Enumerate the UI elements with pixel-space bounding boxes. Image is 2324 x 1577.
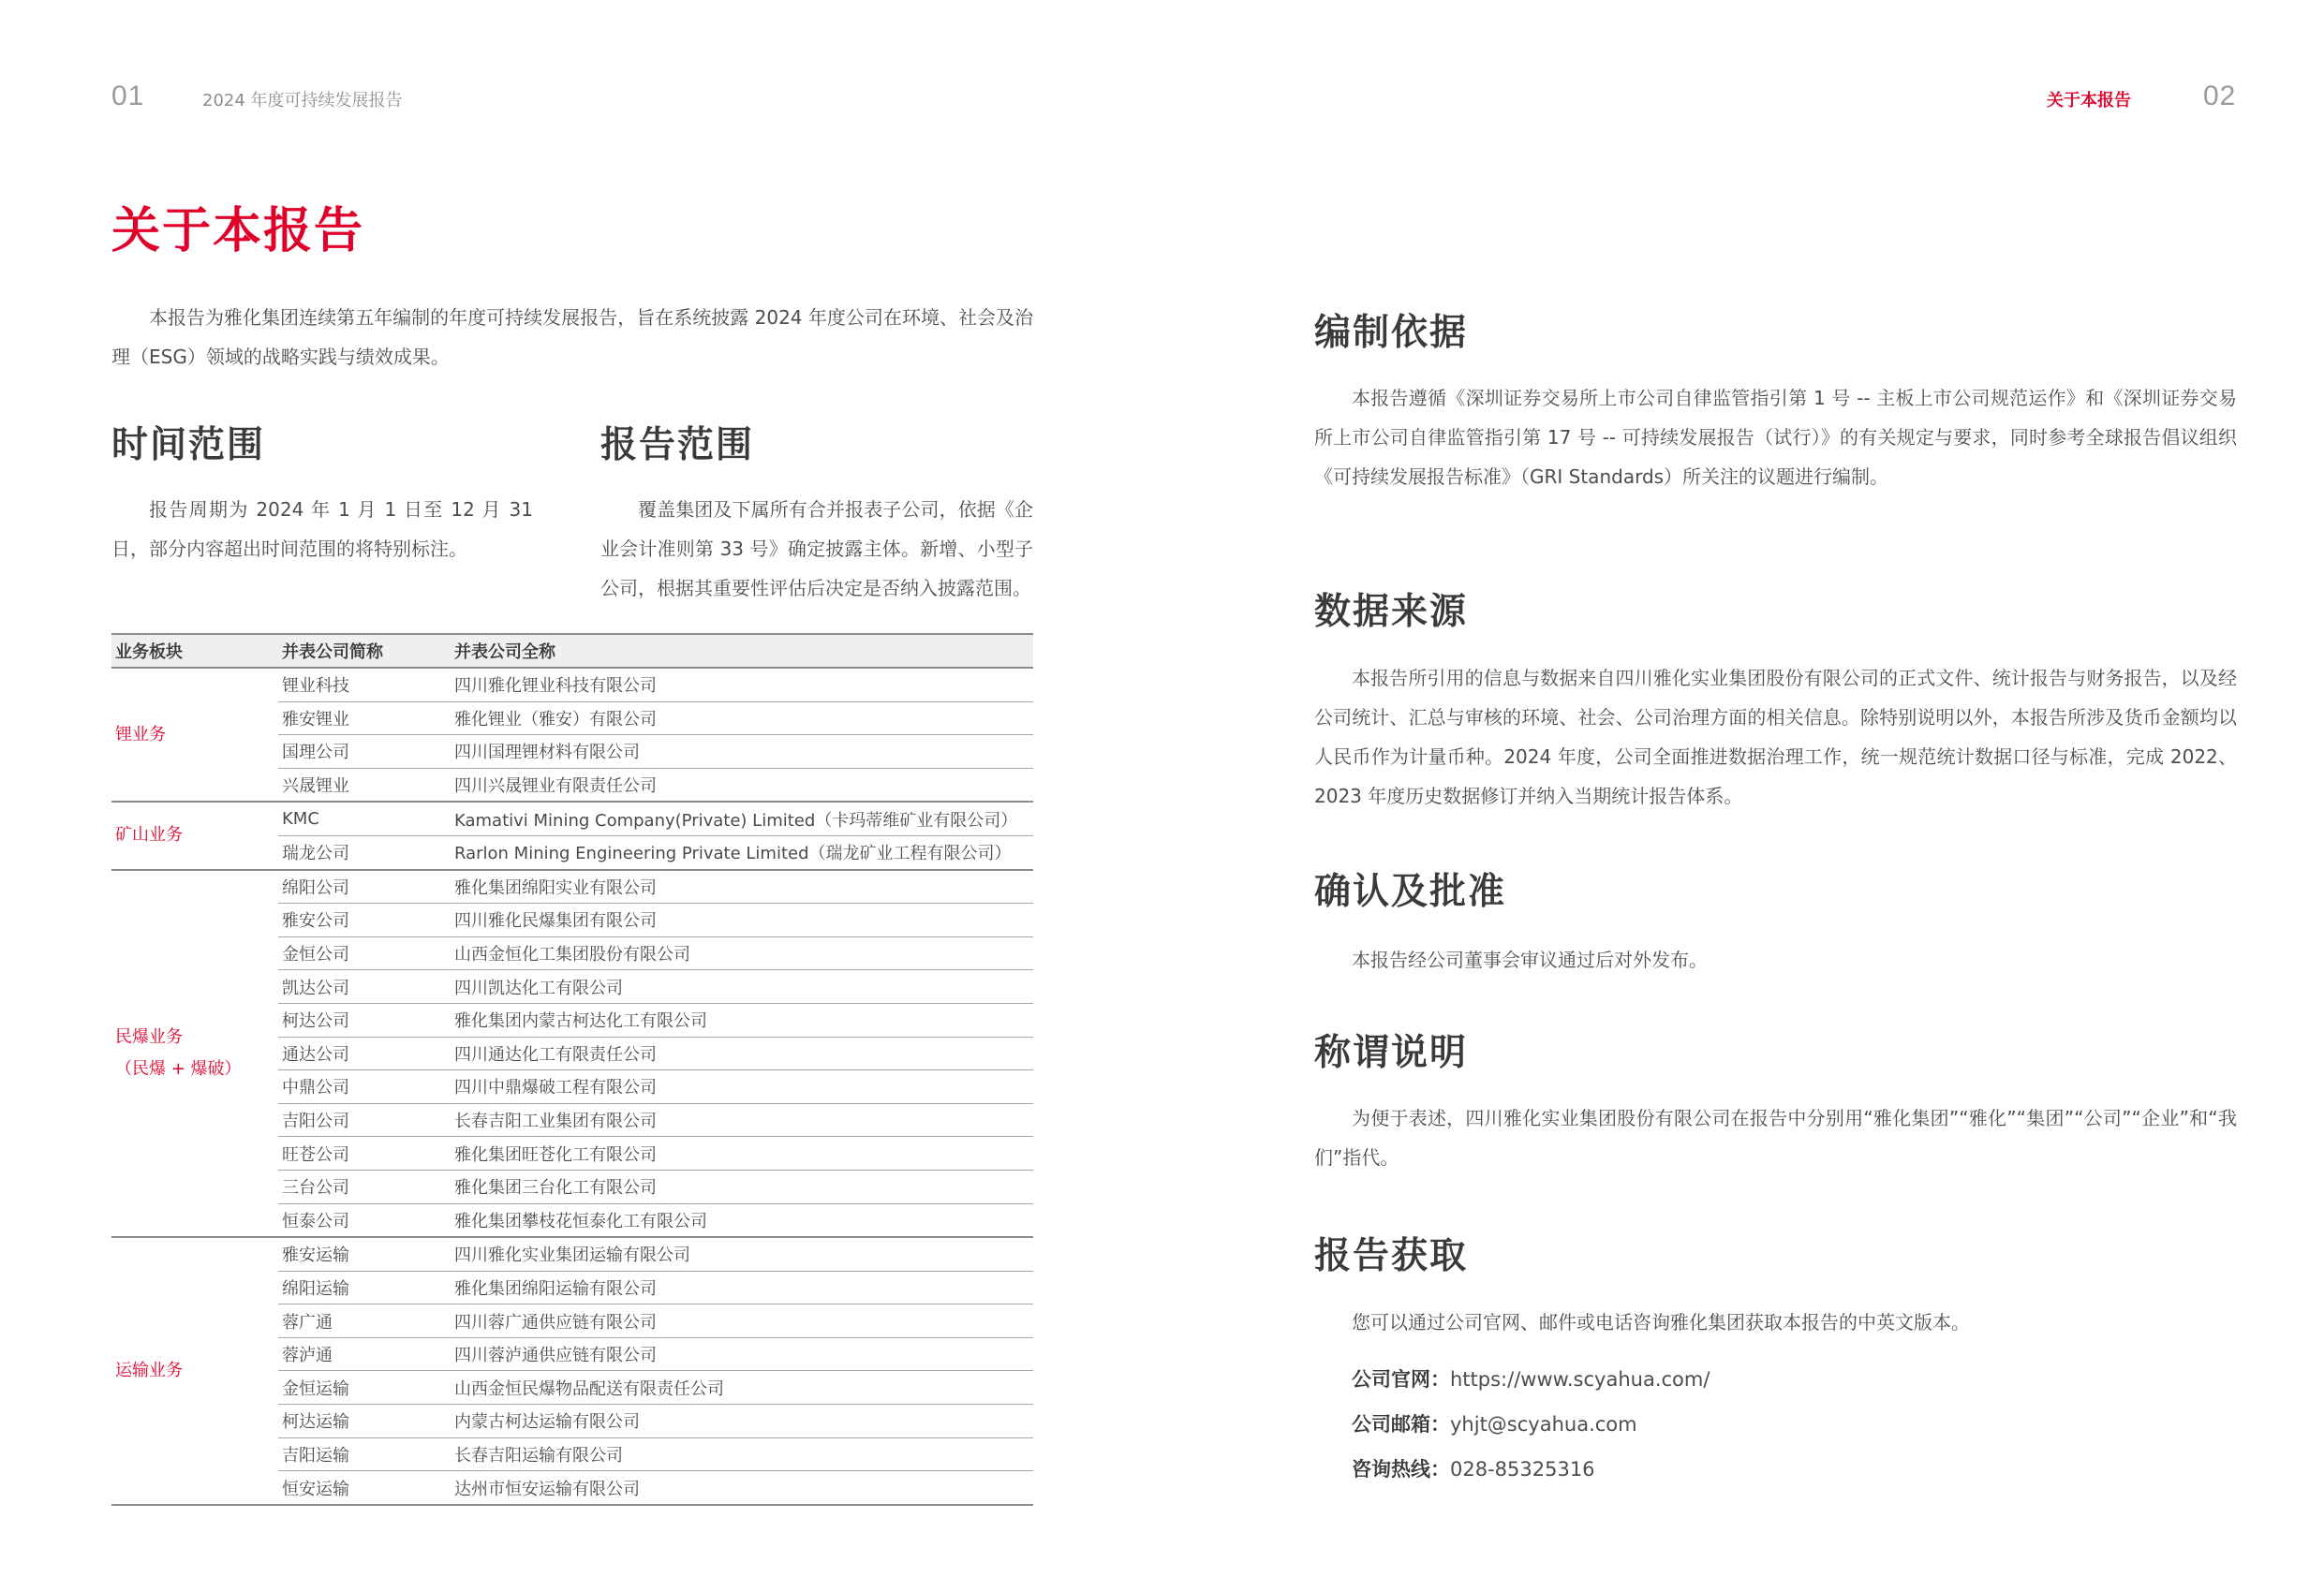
intro-paragraph: 本报告为雅化集团连续第五年编制的年度可持续发展报告，旨在系统披露 2024 年度公司在环境、社会及治理（ESG）领域的战略实践与绩效成果。 [111, 306, 1033, 368]
segment-label: （民爆 + 爆破） [115, 1058, 242, 1079]
data-source-paragraph: 本报告所引用的信息与数据来自四川雅化实业集团股份有限公司的正式文件、统计报告与财务报告，以及经公司统计、汇总与审核的环境、社会、公司治理方面的相关信息。除特别说明以外，本报告所涉及货币金额均以人民币作为计量币种。2024 年度，公司全面推进数据治理工作，统一规范统计数据口径与标准，完成 2022、2023 年度历史数据修订并纳入当期统计报告体系。 [1314, 667, 2237, 807]
segment-cell [111, 870, 278, 1238]
full-name-cell: 达州市恒安运输有限公司 [451, 1471, 1033, 1505]
report-header-title: 2024 年度可持续发展报告 [202, 91, 403, 111]
short-name-cell: 恒安运输 [278, 1471, 451, 1505]
basis-paragraph: 本报告遵循《深圳证券交易所上市公司自律监管指引第 1 号 -- 主板上市公司规范运作》和《深圳证券交易所上市公司自律监管指引第 17 号 -- 可持续发展报告（试行）》的有关规定与要求，同时参考全球报告倡议组织《可持续发展报告标准》（GRI Standards）所关注的议题进行编制。 [1314, 387, 2237, 488]
time-scope-section [111, 490, 533, 568]
header-segment: 业务板块 [111, 634, 278, 668]
full-name-cell: 雅化锂业（雅安）有限公司 [451, 701, 1033, 735]
access-paragraph: 您可以通过公司官网、邮件或电话咨询雅化集团获取本报告的中英文版本。 [1352, 1311, 1970, 1334]
full-name-cell: 雅化集团绵阳运输有限公司 [451, 1271, 1033, 1304]
short-name-cell: 蓉泸通 [278, 1337, 451, 1371]
time-scope-paragraph: 报告周期为 2024 年 1 月 1 日至 12 月 31 日，部分内容超出时间范围的将特别标注。 [111, 498, 533, 560]
data-source-section [1314, 658, 2237, 816]
full-name-cell: 四川中鼎爆破工程有限公司 [451, 1070, 1033, 1104]
full-name-cell: 四川凯达化工有限公司 [451, 970, 1033, 1004]
short-name-cell: 雅安运输 [278, 1237, 451, 1271]
terms-heading: 称谓说明 [1314, 1032, 1469, 1074]
short-name-cell: 三台公司 [278, 1170, 451, 1203]
short-name-cell: 雅安锂业 [278, 701, 451, 735]
table-row [111, 870, 1033, 904]
data-source-heading: 数据来源 [1314, 591, 1469, 633]
email-line [1352, 1409, 1637, 1437]
full-name-cell: 山西金恒化工集团股份有限公司 [451, 936, 1033, 970]
time-scope-heading: 时间范围 [111, 424, 266, 466]
email-label: 公司邮箱： [1352, 1413, 1450, 1436]
approval-paragraph: 本报告经公司董事会审议通过后对外发布。 [1352, 949, 1708, 971]
full-name-cell: 四川通达化工有限责任公司 [451, 1037, 1033, 1070]
email-link[interactable]: yhjt@scyahua.com [1450, 1413, 1637, 1436]
short-name-cell: 绵阳公司 [278, 870, 451, 904]
full-name-cell: 雅化集团绵阳实业有限公司 [451, 870, 1033, 904]
basis-section [1314, 378, 2237, 496]
table-row [111, 802, 1033, 835]
short-name-cell: 吉阳公司 [278, 1103, 451, 1137]
report-scope-heading: 报告范围 [600, 424, 755, 466]
segment-cell [111, 802, 278, 869]
segment-label: 民爆业务 [115, 1026, 183, 1047]
segment-cell [111, 668, 278, 802]
short-name-cell: 恒泰公司 [278, 1203, 451, 1237]
report-scope-section [600, 490, 1033, 608]
website-link[interactable]: https://www.scyahua.com/ [1450, 1368, 1710, 1391]
terms-paragraph: 为便于表述，四川雅化实业集团股份有限公司在报告中分别用“雅化集团”“雅化”“集团”“公司”“企业”和“我们”指代。 [1314, 1107, 2237, 1169]
approval-heading: 确认及批准 [1314, 871, 1507, 913]
segment-label: 运输业务 [115, 1360, 183, 1380]
full-name-cell: 山西金恒民爆物品配送有限责任公司 [451, 1371, 1033, 1405]
phone-line [1352, 1454, 1595, 1482]
short-name-cell: 兴晟锂业 [278, 768, 451, 802]
full-name-cell: Rarlon Mining Engineering Private Limited（瑞龙矿业工程有限公司） [451, 835, 1033, 869]
approval-section [1314, 940, 2237, 980]
table-row [111, 668, 1033, 701]
full-name-cell: 四川雅化实业集团运输有限公司 [451, 1237, 1033, 1271]
full-name-cell: 雅化集团旺苍化工有限公司 [451, 1137, 1033, 1171]
full-name-cell: 雅化集团攀枝花恒泰化工有限公司 [451, 1203, 1033, 1237]
left-page-number: 01 [111, 81, 145, 111]
full-name-cell: 长春吉阳运输有限公司 [451, 1437, 1033, 1471]
full-name-cell: 四川蓉泸通供应链有限公司 [451, 1337, 1033, 1371]
header-short-name: 并表公司简称 [278, 634, 451, 668]
short-name-cell: 锂业科技 [278, 668, 451, 701]
short-name-cell: 吉阳运输 [278, 1437, 451, 1471]
short-name-cell: 金恒运输 [278, 1371, 451, 1405]
short-name-cell: 瑞龙公司 [278, 835, 451, 869]
full-name-cell: 内蒙古柯达运输有限公司 [451, 1405, 1033, 1438]
short-name-cell: 通达公司 [278, 1037, 451, 1070]
access-heading: 报告获取 [1314, 1235, 1469, 1277]
short-name-cell: 蓉广通 [278, 1304, 451, 1338]
short-name-cell: 柯达运输 [278, 1405, 451, 1438]
full-name-cell: 四川蓉广通供应链有限公司 [451, 1304, 1033, 1338]
segment-cell [111, 1237, 278, 1505]
full-name-cell: 四川国理锂材料有限公司 [451, 735, 1033, 769]
consolidated-entities-table [111, 633, 1033, 1506]
section-header: 关于本报告 [2047, 91, 2131, 111]
full-name-cell: 四川雅化锂业科技有限公司 [451, 668, 1033, 701]
intro-section [111, 298, 1033, 376]
full-name-cell: 四川兴晟锂业有限责任公司 [451, 768, 1033, 802]
segment-label: 锂业务 [115, 724, 166, 744]
phone-label: 咨询热线： [1352, 1458, 1450, 1481]
full-name-cell: 四川雅化民爆集团有限公司 [451, 904, 1033, 937]
full-name-cell: 雅化集团内蒙古柯达化工有限公司 [451, 1003, 1033, 1037]
website-label: 公司官网： [1352, 1368, 1450, 1391]
full-name-cell: Kamativi Mining Company(Private) Limited（卡玛蒂维矿业有限公司） [451, 802, 1033, 835]
short-name-cell: 中鼎公司 [278, 1070, 451, 1104]
phone-number: 028-85325316 [1450, 1458, 1595, 1481]
full-name-cell: 长春吉阳工业集团有限公司 [451, 1103, 1033, 1137]
full-name-cell: 雅化集团三台化工有限公司 [451, 1170, 1033, 1203]
table-row [111, 1237, 1033, 1271]
right-page-number: 02 [2203, 81, 2237, 111]
segment-label: 矿山业务 [115, 825, 183, 846]
short-name-cell: KMC [278, 802, 451, 835]
table-header-row [111, 634, 1033, 668]
short-name-cell: 柯达公司 [278, 1003, 451, 1037]
short-name-cell: 国理公司 [278, 735, 451, 769]
short-name-cell: 凯达公司 [278, 970, 451, 1004]
header-full-name: 并表公司全称 [451, 634, 1033, 668]
short-name-cell: 雅安公司 [278, 904, 451, 937]
access-section [1314, 1303, 2237, 1342]
basis-heading: 编制依据 [1314, 312, 1469, 354]
terms-section [1314, 1098, 2237, 1177]
page-title: 关于本报告 [111, 203, 365, 259]
short-name-cell: 金恒公司 [278, 936, 451, 970]
short-name-cell: 旺苍公司 [278, 1137, 451, 1171]
report-scope-paragraph: 覆盖集团及下属所有合并报表子公司，依据《企业会计准则第 33 号》确定披露主体。新增、小型子公司，根据其重要性评估后决定是否纳入披露范围。 [600, 498, 1033, 599]
website-line [1352, 1364, 1710, 1393]
short-name-cell: 绵阳运输 [278, 1271, 451, 1304]
